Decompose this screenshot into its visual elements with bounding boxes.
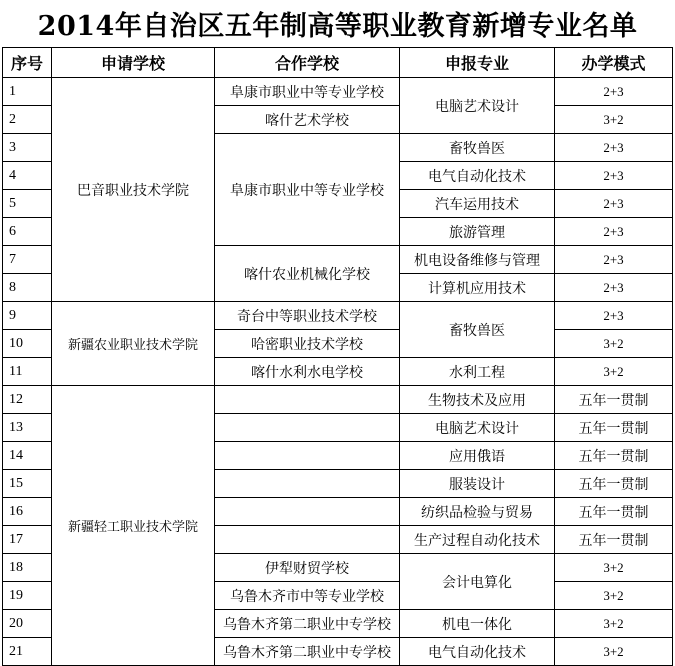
mode: 3+2 [555,638,673,666]
partner-school: 哈密职业技术学校 [215,330,400,358]
partner-school: 喀什水利水电学校 [215,358,400,386]
table-row [3,78,673,106]
row-index: 8 [3,274,52,302]
row-index: 17 [3,526,52,554]
mode: 2+3 [555,302,673,330]
mode: 3+2 [555,582,673,610]
major: 旅游管理 [400,218,555,246]
header-partner: 合作学校 [215,48,400,78]
header-mode: 办学模式 [555,48,673,78]
partner-school: 阜康市职业中等专业学校 [215,134,400,246]
header-applicant: 申请学校 [52,48,215,78]
row-index: 7 [3,246,52,274]
table-row [3,302,673,330]
mode: 五年一贯制 [555,414,673,442]
partner-school: 乌鲁木齐第二职业中专学校 [215,610,400,638]
table-row [3,386,673,414]
row-index: 10 [3,330,52,358]
row-index: 12 [3,386,52,414]
page-title: 2014年自治区五年制高等职业教育新增专业名单 [37,10,638,42]
mode: 3+2 [555,554,673,582]
row-index: 9 [3,302,52,330]
partner-school-empty [215,470,400,498]
partner-school-empty [215,498,400,526]
major: 电脑艺术设计 [400,78,555,134]
major: 畜牧兽医 [400,302,555,358]
partner-school-empty [215,442,400,470]
row-index: 2 [3,106,52,134]
major: 计算机应用技术 [400,274,555,302]
applicant-school: 新疆轻工职业技术学院 [52,386,215,666]
mode: 3+2 [555,610,673,638]
partner-school-empty [215,386,400,414]
major: 水利工程 [400,358,555,386]
row-index: 21 [3,638,52,666]
mode: 2+3 [555,218,673,246]
mode: 3+2 [555,330,673,358]
partner-school: 伊犁财贸学校 [215,554,400,582]
applicant-school: 新疆农业职业技术学院 [52,302,215,386]
header-index: 序号 [3,48,52,78]
mode: 五年一贯制 [555,442,673,470]
majors-table [2,47,673,666]
major: 汽车运用技术 [400,190,555,218]
partner-school: 乌鲁木齐市中等专业学校 [215,582,400,610]
row-index: 16 [3,498,52,526]
row-index: 1 [3,78,52,106]
partner-school: 奇台中等职业技术学校 [215,302,400,330]
applicant-school: 巴音职业技术学院 [52,78,215,302]
partner-school-empty [215,414,400,442]
partner-school: 喀什农业机械化学校 [215,246,400,302]
row-index: 6 [3,218,52,246]
mode: 2+3 [555,246,673,274]
header-major: 申报专业 [400,48,555,78]
row-index: 18 [3,554,52,582]
major: 电脑艺术设计 [400,414,555,442]
mode: 3+2 [555,358,673,386]
major: 应用俄语 [400,442,555,470]
row-index: 14 [3,442,52,470]
major: 畜牧兽医 [400,134,555,162]
row-index: 11 [3,358,52,386]
mode: 五年一贯制 [555,386,673,414]
partner-school: 阜康市职业中等专业学校 [215,78,400,106]
mode: 2+3 [555,162,673,190]
row-index: 20 [3,610,52,638]
row-index: 4 [3,162,52,190]
row-index: 3 [3,134,52,162]
major: 生产过程自动化技术 [400,526,555,554]
major: 纺织品检验与贸易 [400,498,555,526]
mode: 2+3 [555,78,673,106]
header-row [3,48,673,78]
mode: 五年一贯制 [555,526,673,554]
major: 机电设备维修与管理 [400,246,555,274]
major: 会计电算化 [400,554,555,610]
mode: 五年一贯制 [555,470,673,498]
partner-school: 乌鲁木齐第二职业中专学校 [215,638,400,666]
row-index: 19 [3,582,52,610]
major: 服装设计 [400,470,555,498]
partner-school-empty [215,526,400,554]
major: 电气自动化技术 [400,638,555,666]
major: 生物技术及应用 [400,386,555,414]
partner-school: 喀什艺术学校 [215,106,400,134]
mode: 2+3 [555,190,673,218]
mode: 2+3 [555,274,673,302]
row-index: 15 [3,470,52,498]
major: 电气自动化技术 [400,162,555,190]
mode: 2+3 [555,134,673,162]
row-index: 5 [3,190,52,218]
mode: 3+2 [555,106,673,134]
major: 机电一体化 [400,610,555,638]
mode: 五年一贯制 [555,498,673,526]
row-index: 13 [3,414,52,442]
